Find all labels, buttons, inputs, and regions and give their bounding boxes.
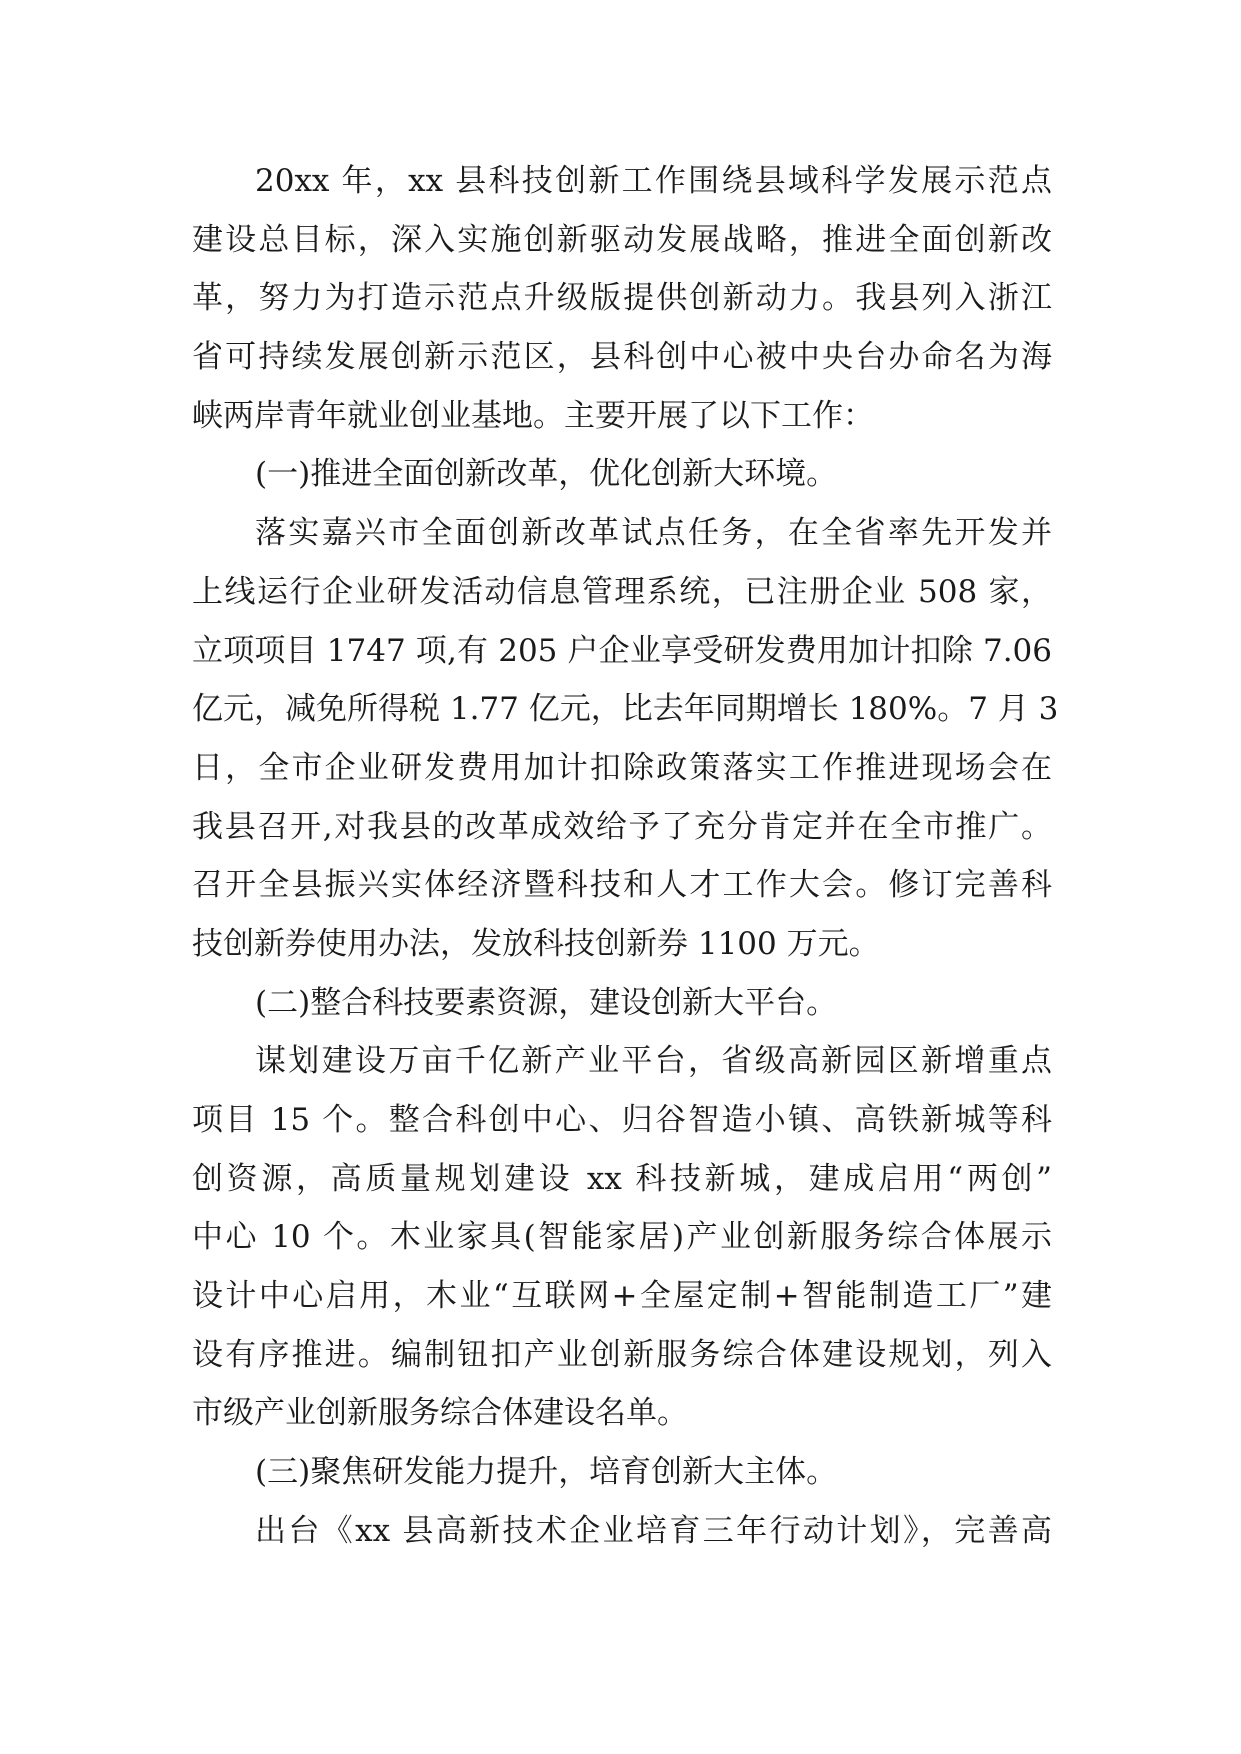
section-heading-2: (二)整合科技要素资源，建设创新大平台。 [255, 984, 838, 1021]
paragraph-2-line-7: 市级产业创新服务综合体建设名单。 [192, 1395, 688, 1432]
paragraph-intro-line-4: 省可持续发展创新示范区，县科创中心被中央台办命名为海 [192, 339, 1052, 376]
section-heading-3: (三)聚焦研发能力提升，培育创新大主体。 [255, 1454, 838, 1491]
paragraph-2-line-5: 设计中心启用，木业“互联网+全屋定制+智能制造工厂”建 [192, 1278, 1052, 1315]
paragraph-intro-line-5: 峡两岸青年就业创业基地。主要开展了以下工作： [192, 397, 874, 434]
paragraph-2-line-3: 创资源，高质量规划建设 xx 科技新城，建成启用“两创” [192, 1160, 1052, 1197]
paragraph-intro-line-1: 20xx 年，xx 县科技创新工作围绕县域科学发展示范点 [255, 163, 1052, 199]
paragraph-1-line-5: 日，全市企业研发费用加计扣除政策落实工作推进现场会在 [192, 749, 1052, 786]
paragraph-2-line-1: 谋划建设万亩千亿新产业平台，省级高新园区新增重点 [255, 1043, 1052, 1080]
paragraph-2-line-2: 项目 15 个。整合科创中心、归谷智造小镇、高铁新城等科 [192, 1102, 1052, 1138]
paragraph-2-line-4: 中心 10 个。木业家具(智能家居)产业创新服务综合体展示 [192, 1219, 1052, 1256]
document-body [192, 152, 1059, 1561]
paragraph-1-line-6: 我县召开,对我县的改革成效给予了充分肯定并在全市推广。 [192, 808, 1052, 845]
paragraph-1-line-4: 亿元，减免所得税 1.77 亿元，比去年同期增长 180%。7 月 3 [192, 691, 1059, 728]
paragraph-1-line-7: 召开全县振兴实体经济暨科技和人才工作大会。修订完善科 [192, 867, 1052, 904]
paragraph-intro-line-2: 建设总目标，深入实施创新驱动发展战略，推进全面创新改 [192, 221, 1052, 258]
paragraph-3-line-1: 出台《xx 县高新技术企业培育三年行动计划》，完善高 [255, 1512, 1052, 1549]
paragraph-intro-line-3: 革，努力为打造示范点升级版提供创新动力。我县列入浙江 [192, 280, 1052, 317]
paragraph-1-line-3: 立项项目 1747 项,有 205 户企业享受研发费用加计扣除 7.06 [192, 632, 1052, 669]
paragraph-2-line-6: 设有序推进。编制钮扣产业创新服务综合体建设规划，列入 [192, 1336, 1052, 1373]
paragraph-1-line-2: 上线运行企业研发活动信息管理系统，已注册企业 508 家， [192, 573, 1052, 610]
paragraph-1-line-1: 落实嘉兴市全面创新改革试点任务，在全省率先开发并 [255, 515, 1052, 552]
paragraph-1-line-8: 技创新券使用办法，发放科技创新券 1100 万元。 [192, 925, 880, 962]
section-heading-1: (一)推进全面创新改革，优化创新大环境。 [255, 456, 838, 493]
